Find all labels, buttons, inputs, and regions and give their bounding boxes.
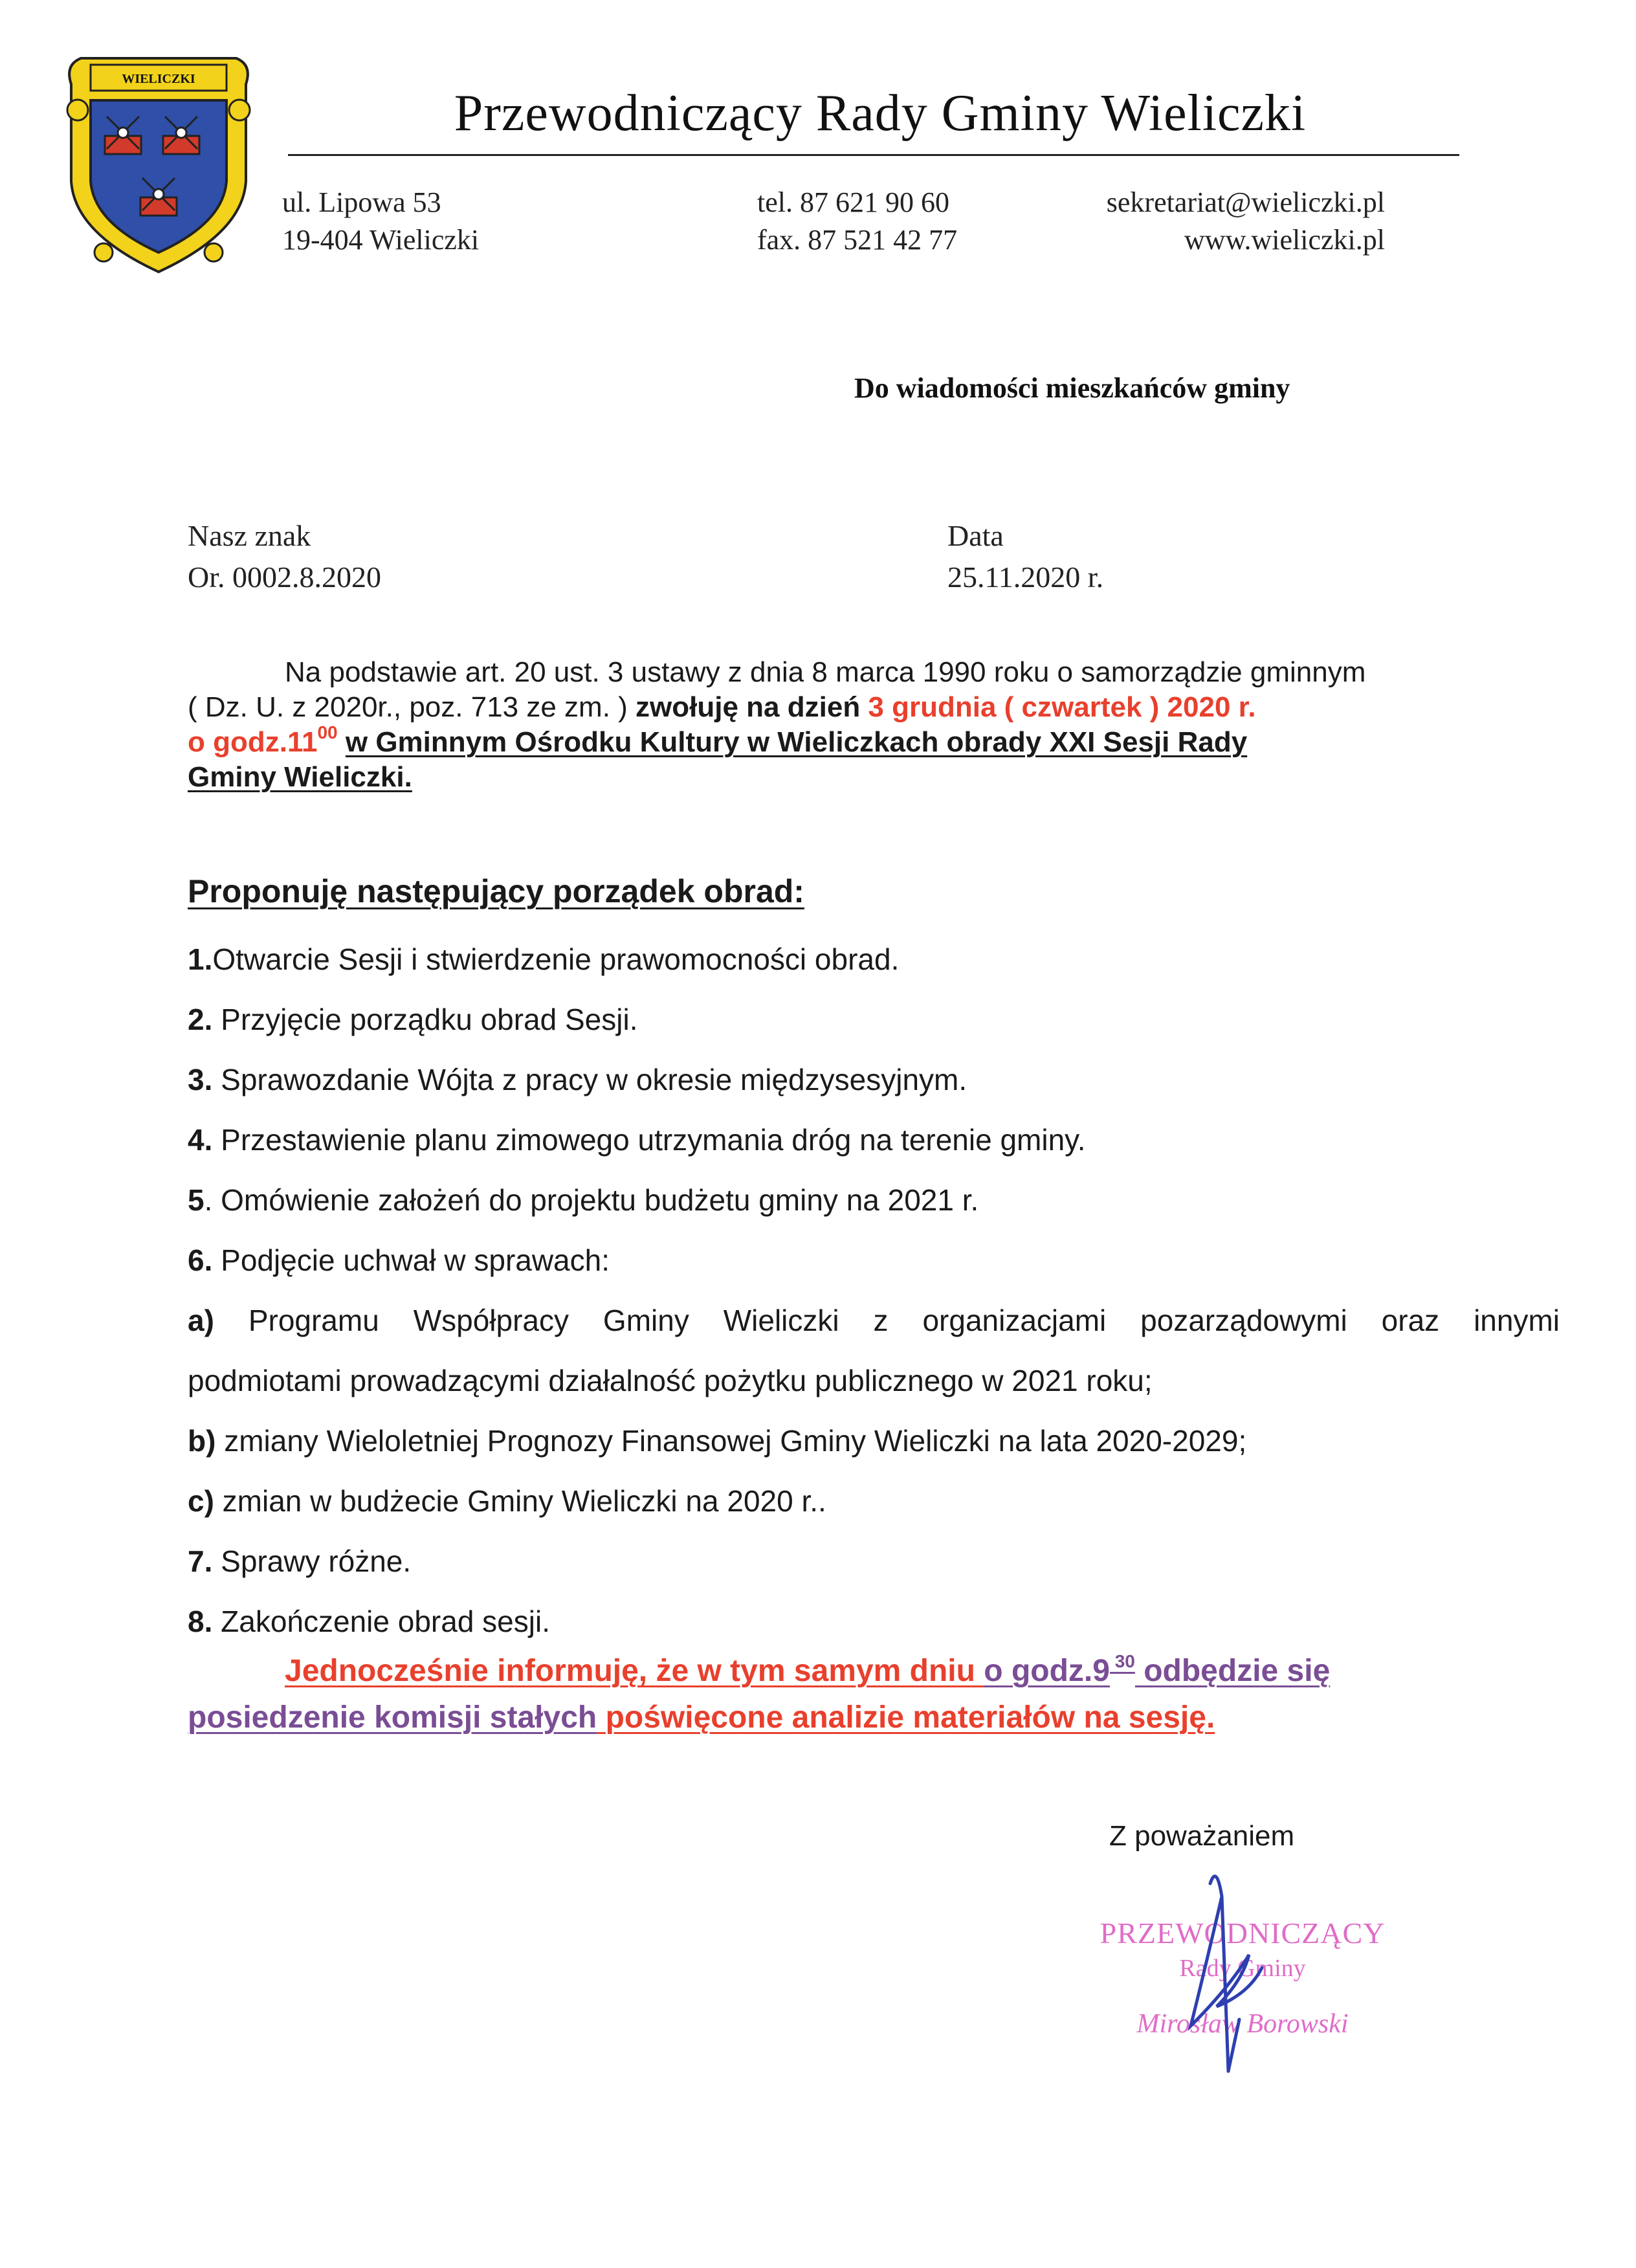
agenda-item [188,1230,1482,1291]
session-council: Gminy Wieliczki. [188,761,412,793]
notice-line-1 [188,1648,1514,1695]
agenda-item [188,1291,1560,1351]
address-city: 19-404 Wieliczki [282,224,480,256]
agenda-item [188,1592,1482,1652]
agenda-item-text: podmiotami prowadzącymi działalność pożytku publicznego w 2021 roku; [188,1364,1153,1397]
session-date: 3 grudnia ( czwartek ) 2020 r. [868,691,1256,723]
agenda-item-number: 4. [188,1123,213,1157]
intro-line-4 [188,760,1469,795]
address-street: ul. Lipowa 53 [282,186,441,218]
agenda-item [188,1170,1482,1230]
fax-number: fax. 87 521 42 77 [757,224,958,256]
session-time: o godz.11 [188,726,318,758]
website-address: www.wieliczki.pl [1184,224,1385,256]
agenda-item-number: 3. [188,1063,213,1096]
agenda-item [188,929,1482,990]
agenda-item-text: Sprawy różne. [212,1544,412,1578]
intro-line-2 [188,690,1469,725]
notice-time-minutes: 30 [1109,1651,1135,1671]
closing-salutation: Z poważaniem [1109,1820,1295,1852]
phone-number: tel. 87 621 90 60 [757,186,949,218]
crest-label: WIELICZKI [122,72,195,86]
date-value: 25.11.2020 r. [947,561,1104,594]
email-address: sekretariat@wieliczki.pl [1106,186,1385,218]
agenda-item-text: Programu Współpracy Gminy Wieliczki z organizacjami pozarządowymi oraz innymi [214,1304,1560,1337]
notice-text-2: odbędzie się [1134,1654,1331,1688]
notice-purpose: poświęcone analizie materiałów na sesję. [597,1700,1215,1735]
agenda-item-text: Sprawozdanie Wójta z pracy w okresie międzysesyjnym. [212,1063,967,1096]
agenda-item-number: 1. [188,942,213,976]
agenda-item-text: Przestawienie planu zimowego utrzymania dróg na terenie gminy. [212,1123,1086,1157]
agenda-item [188,1351,1482,1411]
agenda-item-text: Otwarcie Sesji i stwierdzenie prawomocności obrad. [212,942,900,976]
reference-value: Or. 0002.8.2020 [188,561,381,594]
agenda-item-number: 7. [188,1544,213,1578]
agenda-item-number: a) [188,1304,214,1337]
agenda-item-number: 5 [188,1183,204,1217]
agenda-item-text: . Omówienie założeń do projektu budżetu gminy na 2021 r. [204,1183,979,1217]
intro-paragraph [188,655,1469,795]
agenda-item-number: c) [188,1484,214,1518]
date-label: Data [947,519,1004,552]
agenda-title: Proponuję następujący porządek obrad: [188,873,804,909]
intro-citation: ( Dz. U. z 2020r., poz. 713 ze zm. ) [188,691,636,723]
agenda-item-number: 6. [188,1243,213,1277]
agenda-item-text: zmian w budżecie Gminy Wieliczki na 2020 r.. [214,1484,826,1518]
coat-of-arms-logo [52,39,265,285]
notice-text-1: Jednocześnie informuję, że w tym samym dniu [285,1654,984,1688]
address-block [282,184,479,259]
agenda-item-text: zmiany Wieloletniej Prognozy Finansowej Gminy Wieliczki na lata 2020-2029; [216,1424,1247,1458]
date-block [947,515,1103,598]
reference-block [188,515,381,598]
notice-committee: posiedzenie komisji stałych [188,1700,597,1735]
intro-line-3 [188,722,1469,760]
stamp-body: Rady Gminy [1179,1955,1306,1982]
agenda-item [188,1531,1482,1592]
handwritten-signature [1152,1858,1320,2091]
agenda-item [188,1471,1482,1531]
agenda-item [188,1411,1482,1471]
header-divider [288,154,1459,156]
agenda-item-text: Zakończenie obrad sesji. [212,1605,550,1638]
agenda-item-number: 2. [188,1003,213,1036]
stamp-title: PRZEWODNICZĄCY [1100,1917,1386,1950]
phone-block [757,184,957,259]
committee-notice [188,1648,1514,1741]
agenda-item-number: 8. [188,1605,213,1638]
session-time-minutes: 00 [317,722,338,743]
letterhead-title: Przewodniczący Rady Gminy Wieliczki [454,85,1307,142]
agenda-item [188,1110,1482,1170]
agenda-item-number: b) [188,1424,216,1458]
contact-online [1061,184,1385,259]
agenda-item [188,1050,1482,1110]
intro-summons: zwołuję na dzień [636,691,868,723]
intro-line-1: Na podstawie art. 20 ust. 3 ustawy z dnia 8 marca 1990 roku o samorządzie gminnym [285,656,1366,688]
stamp-name: Mirosław Borowski [1136,2009,1349,2039]
agenda-list [188,929,1560,1652]
agenda-item [188,990,1482,1050]
notice-time: o godz.9 [984,1654,1110,1688]
notice-line-2 [188,1695,1514,1741]
agenda-item-text: Przyjęcie porządku obrad Sesji. [212,1003,638,1036]
agenda-item-text: Podjęcie uchwał w sprawach: [212,1243,610,1277]
reference-label: Nasz znak [188,519,311,552]
session-venue: w Gminnym Ośrodku Kultury w Wieliczkach obrady XXI Sesji Rady [345,726,1248,758]
recipient-line: Do wiadomości mieszkańców gminy [854,372,1290,404]
